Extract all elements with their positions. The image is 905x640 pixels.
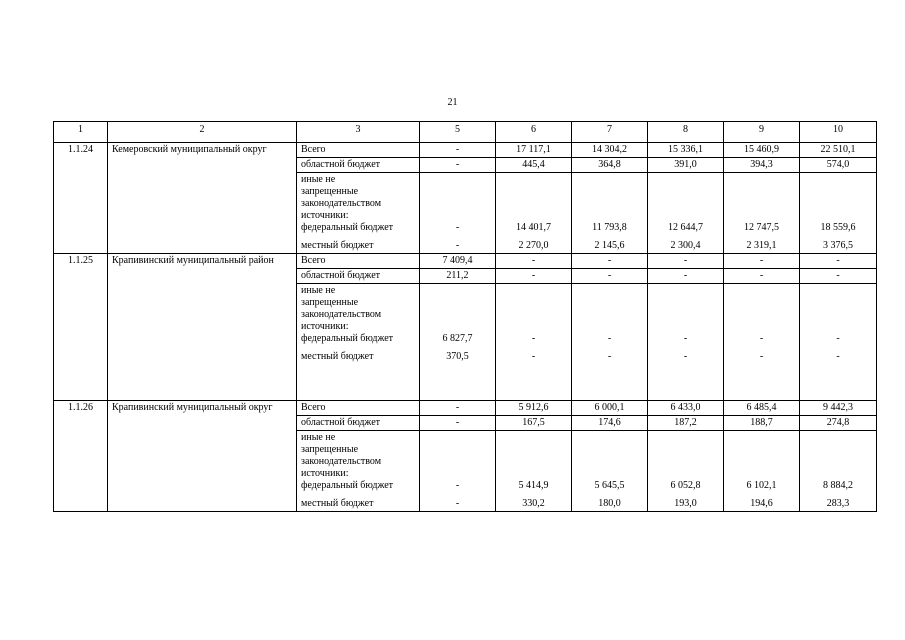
value-federal: - xyxy=(531,333,536,344)
spacer xyxy=(652,309,719,321)
value-stack xyxy=(800,173,877,254)
value-federal: 5 645,5 xyxy=(594,480,625,491)
value-local: - xyxy=(455,498,460,509)
source-label-other: иные не запрещенные законодательством источники: xyxy=(301,174,382,221)
row-code: 1.1.25 xyxy=(54,254,108,401)
spacer xyxy=(424,198,491,210)
spacer xyxy=(804,198,872,210)
value-cell: - xyxy=(724,269,800,284)
value-federal: 6 102,1 xyxy=(746,480,777,491)
header-row xyxy=(54,122,877,143)
value-stack xyxy=(572,284,648,401)
value-local: 283,3 xyxy=(826,498,850,509)
value-federal: 8 884,2 xyxy=(823,480,853,491)
spacer xyxy=(576,432,643,444)
municipality-name: Крапивинский муниципальный округ xyxy=(108,401,297,512)
spacer xyxy=(576,174,643,186)
value-cell: - xyxy=(800,254,877,269)
spacer xyxy=(804,285,872,297)
value-cell: 15 460,9 xyxy=(724,143,800,158)
value-local: 2 145,6 xyxy=(594,240,625,251)
spacer xyxy=(804,468,872,480)
value-federal: 18 559,6 xyxy=(820,222,856,233)
value-stack xyxy=(420,431,496,512)
spacer xyxy=(576,285,643,297)
header-cell: 2 xyxy=(108,122,297,143)
value-stack xyxy=(648,431,724,512)
value-cell: - xyxy=(496,254,572,269)
value-federal: 12 644,7 xyxy=(668,222,703,233)
value-local: 3 376,5 xyxy=(823,240,853,251)
source-label-local: местный бюджет xyxy=(301,240,374,251)
value-cell: 574,0 xyxy=(800,158,877,173)
spacer xyxy=(424,210,491,222)
value-cell: 7 409,4 xyxy=(420,254,496,269)
spacer xyxy=(652,456,719,468)
header-cell: 9 xyxy=(724,122,800,143)
spacer xyxy=(500,468,567,480)
source-label-regional: областной бюджет xyxy=(297,416,420,431)
spacer xyxy=(424,468,491,480)
value-cell: 17 117,1 xyxy=(496,143,572,158)
source-stack xyxy=(297,284,420,401)
header-cell: 7 xyxy=(572,122,648,143)
spacer xyxy=(652,321,719,333)
value-stack xyxy=(724,431,800,512)
source-label-other: иные не запрещенные законодательством источники: xyxy=(301,432,382,479)
source-label-total: Всего xyxy=(297,401,420,416)
source-label-total: Всего xyxy=(297,143,420,158)
row-code: 1.1.26 xyxy=(54,401,108,512)
spacer xyxy=(576,321,643,333)
spacer xyxy=(652,210,719,222)
table-body xyxy=(54,143,877,512)
spacer xyxy=(652,186,719,198)
spacer xyxy=(424,309,491,321)
spacer xyxy=(804,444,872,456)
spacer xyxy=(424,432,491,444)
value-cell: - xyxy=(496,269,572,284)
value-stack xyxy=(724,284,800,401)
value-cell: - xyxy=(648,254,724,269)
header-cell: 5 xyxy=(420,122,496,143)
spacer xyxy=(652,174,719,186)
source-label-regional: областной бюджет xyxy=(297,269,420,284)
value-stack xyxy=(800,284,877,401)
spacer xyxy=(576,468,643,480)
value-cell: 5 912,6 xyxy=(496,401,572,416)
spacer xyxy=(500,456,567,468)
value-local: - xyxy=(683,351,688,362)
spacer xyxy=(804,456,872,468)
source-label-total: Всего xyxy=(297,254,420,269)
spacer xyxy=(301,363,415,375)
value-stack xyxy=(496,284,572,401)
value-cell: 211,2 xyxy=(420,269,496,284)
value-stack xyxy=(496,173,572,254)
spacer xyxy=(804,321,872,333)
spacer xyxy=(652,297,719,309)
municipality-name: Кемеровский муниципальный округ xyxy=(108,143,297,254)
value-federal: 11 793,8 xyxy=(592,222,627,233)
value-cell: - xyxy=(800,269,877,284)
value-cell: 174,6 xyxy=(572,416,648,431)
value-local: - xyxy=(531,351,536,362)
spacer xyxy=(576,210,643,222)
source-label-regional: областной бюджет xyxy=(297,158,420,173)
spacer xyxy=(804,309,872,321)
value-stack xyxy=(496,431,572,512)
spacer xyxy=(500,432,567,444)
spacer xyxy=(804,174,872,186)
source-stack xyxy=(297,431,420,512)
source-label-federal: федеральный бюджет xyxy=(301,480,394,491)
value-stack xyxy=(648,284,724,401)
table-row xyxy=(54,143,877,158)
value-local: 370,5 xyxy=(446,351,469,362)
source-stack xyxy=(297,173,420,254)
spacer xyxy=(424,321,491,333)
value-stack xyxy=(648,173,724,254)
value-federal: - xyxy=(683,333,688,344)
spacer xyxy=(804,432,872,444)
value-federal: 6 827,7 xyxy=(442,333,473,344)
value-federal: 5 414,9 xyxy=(518,480,549,491)
spacer xyxy=(728,456,795,468)
table-row xyxy=(54,401,877,416)
spacer xyxy=(424,444,491,456)
value-local: - xyxy=(607,351,612,362)
spacer xyxy=(652,198,719,210)
value-cell: - xyxy=(420,416,496,431)
spacer xyxy=(424,456,491,468)
source-label-federal: федеральный бюджет xyxy=(301,333,394,344)
value-cell: 6 433,0 xyxy=(648,401,724,416)
spacer xyxy=(576,444,643,456)
spacer xyxy=(500,309,567,321)
budget-table xyxy=(53,121,877,512)
value-federal: 14 401,7 xyxy=(516,222,551,233)
value-cell: 394,3 xyxy=(724,158,800,173)
spacer xyxy=(301,375,415,387)
value-federal: - xyxy=(836,333,840,344)
spacer xyxy=(424,297,491,309)
value-cell: 6 485,4 xyxy=(724,401,800,416)
spacer xyxy=(804,210,872,222)
source-label-other: иные не запрещенные законодательством источники: xyxy=(301,285,382,332)
value-federal: - xyxy=(759,333,764,344)
value-cell: - xyxy=(572,269,648,284)
value-local: - xyxy=(836,351,840,362)
value-cell: 187,2 xyxy=(648,416,724,431)
source-label-local: местный бюджет xyxy=(301,498,374,509)
value-local: 194,6 xyxy=(750,498,773,509)
value-federal: 6 052,8 xyxy=(670,480,701,491)
header-cell: 1 xyxy=(54,122,108,143)
spacer xyxy=(500,186,567,198)
spacer xyxy=(728,297,795,309)
value-cell: 15 336,1 xyxy=(648,143,724,158)
spacer xyxy=(728,285,795,297)
header-cell: 6 xyxy=(496,122,572,143)
spacer xyxy=(728,468,795,480)
value-cell: 22 510,1 xyxy=(800,143,877,158)
value-cell: - xyxy=(420,158,496,173)
value-local: 2 270,0 xyxy=(518,240,549,251)
value-cell: 364,8 xyxy=(572,158,648,173)
value-cell: - xyxy=(724,254,800,269)
value-local: - xyxy=(455,240,460,251)
value-stack xyxy=(724,173,800,254)
value-federal: - xyxy=(455,480,460,491)
value-cell: 9 442,3 xyxy=(800,401,877,416)
header-cell: 10 xyxy=(800,122,877,143)
value-cell: - xyxy=(420,143,496,158)
row-code: 1.1.24 xyxy=(54,143,108,254)
value-cell: 274,8 xyxy=(800,416,877,431)
value-local: 193,0 xyxy=(674,498,697,509)
spacer xyxy=(500,210,567,222)
value-stack xyxy=(800,431,877,512)
value-local: - xyxy=(759,351,764,362)
spacer xyxy=(728,321,795,333)
spacer xyxy=(728,444,795,456)
value-cell: - xyxy=(420,401,496,416)
spacer xyxy=(728,432,795,444)
spacer xyxy=(500,297,567,309)
spacer xyxy=(500,444,567,456)
source-label-federal: федеральный бюджет xyxy=(301,222,394,233)
spacer xyxy=(576,309,643,321)
value-cell: 6 000,1 xyxy=(572,401,648,416)
spacer xyxy=(500,174,567,186)
table-row xyxy=(54,254,877,269)
value-stack xyxy=(572,173,648,254)
spacer xyxy=(424,174,491,186)
header-cell: 8 xyxy=(648,122,724,143)
value-federal: 12 747,5 xyxy=(744,222,779,233)
value-cell: - xyxy=(572,254,648,269)
spacer xyxy=(652,444,719,456)
value-stack xyxy=(420,284,496,401)
page-number: 21 xyxy=(447,97,458,108)
value-local: 180,0 xyxy=(598,498,621,509)
spacer xyxy=(728,174,795,186)
spacer xyxy=(804,297,872,309)
value-local: 2 300,4 xyxy=(670,240,701,251)
spacer xyxy=(728,186,795,198)
value-cell: 167,5 xyxy=(496,416,572,431)
spacer xyxy=(728,198,795,210)
value-stack xyxy=(572,431,648,512)
value-cell: 14 304,2 xyxy=(572,143,648,158)
spacer xyxy=(576,456,643,468)
value-stack xyxy=(420,173,496,254)
value-cell: - xyxy=(648,269,724,284)
spacer xyxy=(576,297,643,309)
value-cell: 445,4 xyxy=(496,158,572,173)
source-label-local: местный бюджет xyxy=(301,351,374,362)
value-federal: - xyxy=(607,333,612,344)
value-cell: 391,0 xyxy=(648,158,724,173)
spacer xyxy=(500,198,567,210)
value-federal: - xyxy=(455,222,460,233)
spacer xyxy=(424,186,491,198)
value-local: 2 319,1 xyxy=(746,240,777,251)
spacer xyxy=(652,468,719,480)
spacer xyxy=(500,285,567,297)
spacer xyxy=(424,285,491,297)
municipality-name: Крапивинский муниципальный район xyxy=(108,254,297,401)
spacer xyxy=(728,309,795,321)
spacer xyxy=(576,198,643,210)
spacer xyxy=(652,285,719,297)
spacer xyxy=(652,432,719,444)
spacer xyxy=(576,186,643,198)
spacer xyxy=(804,186,872,198)
value-cell: 188,7 xyxy=(724,416,800,431)
spacer xyxy=(500,321,567,333)
value-local: 330,2 xyxy=(522,498,545,509)
spacer xyxy=(728,210,795,222)
header-cell: 3 xyxy=(297,122,420,143)
spacer xyxy=(301,387,415,399)
